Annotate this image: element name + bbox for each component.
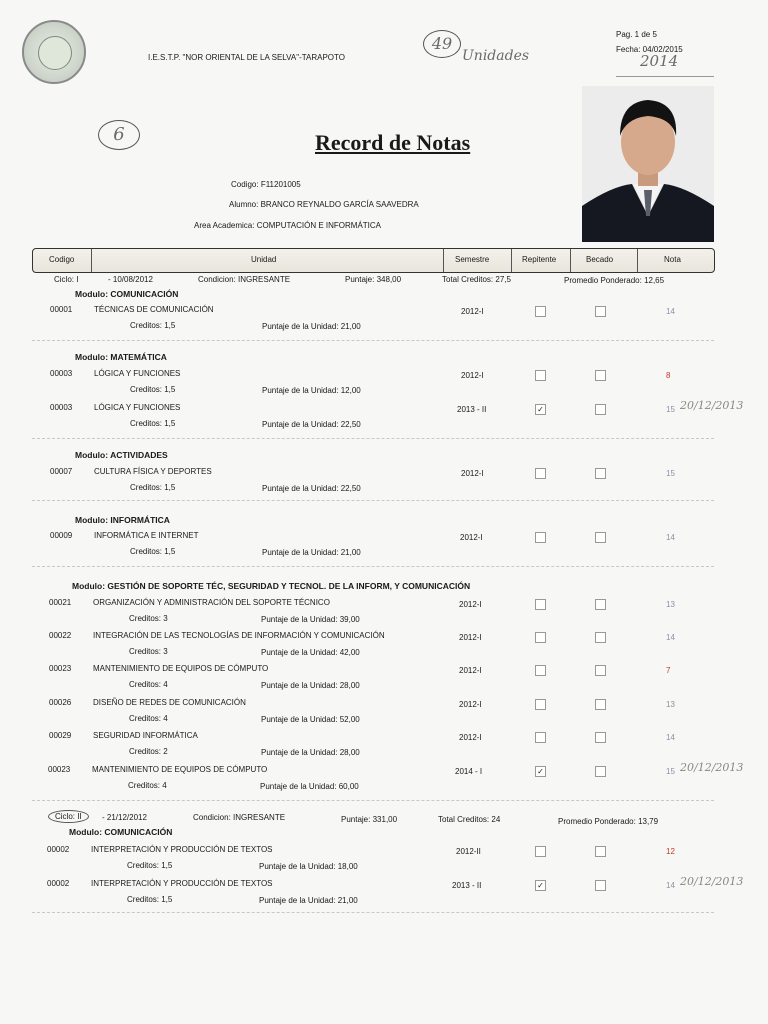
creditos: Creditos: 1,5 — [127, 895, 173, 904]
course-grade: 12 — [666, 847, 675, 856]
becado-checkbox — [595, 468, 606, 479]
modulo-heading: Modulo: ACTIVIDADES — [75, 450, 168, 460]
repitente-checkbox: ✓ — [535, 880, 546, 891]
repitente-checkbox — [535, 306, 546, 317]
table-header — [32, 248, 715, 273]
repitente-checkbox — [535, 370, 546, 381]
creditos: Creditos: 1,5 — [130, 547, 176, 556]
creditos: Creditos: 3 — [129, 647, 168, 656]
page-number: Pag. 1 de 5 — [616, 30, 657, 39]
divider — [32, 340, 714, 341]
course-grade: 14 — [666, 307, 675, 316]
handwritten-circled-number: 49 — [423, 30, 461, 58]
divider — [32, 800, 714, 801]
modulo-heading: Modulo: COMUNICACIÓN — [69, 827, 173, 837]
course-name: LÓGICA Y FUNCIONES — [94, 369, 181, 378]
becado-checkbox — [595, 732, 606, 743]
course-name: INTEGRACIÓN DE LAS TECNOLOGÍAS DE INFORMACIÓN Y COMUNICACIÓN — [93, 631, 385, 640]
course-semester: 2013 - II — [452, 881, 482, 890]
creditos: Creditos: 4 — [129, 680, 168, 689]
puntaje-unidad: Puntaje de la Unidad: 60,00 — [260, 782, 359, 791]
repitente-checkbox: ✓ — [535, 766, 546, 777]
puntaje-unidad: Puntaje de la Unidad: 22,50 — [262, 420, 361, 429]
repitente-checkbox — [535, 532, 546, 543]
course-code: 00002 — [47, 879, 70, 888]
print-date: Fecha: 04/02/2015 — [616, 45, 683, 54]
modulo-heading: Modulo: COMUNICACIÓN — [75, 289, 179, 299]
ciclo-puntaje: Puntaje: 331,00 — [341, 815, 398, 824]
puntaje-unidad: Puntaje de la Unidad: 21,00 — [259, 896, 358, 905]
area-label: Area Academica: — [194, 221, 255, 230]
seal-emblem-icon — [38, 36, 72, 70]
header-divider — [616, 76, 714, 77]
divider — [32, 500, 714, 501]
course-grade: 15 — [666, 405, 675, 414]
repitente-checkbox: ✓ — [535, 404, 546, 415]
course-semester: 2014 - I — [455, 767, 483, 776]
modulo-heading: Modulo: INFORMÁTICA — [75, 515, 170, 525]
divider — [32, 438, 714, 439]
becado-checkbox — [595, 532, 606, 543]
course-grade: 7 — [666, 666, 671, 675]
becado-checkbox — [595, 632, 606, 643]
col-unidad: Unidad — [251, 255, 277, 264]
alumno-row — [229, 200, 419, 209]
handwritten-note: Unidades — [462, 48, 530, 64]
course-name: LÓGICA Y FUNCIONES — [94, 403, 181, 412]
course-semester: 2013 - II — [457, 405, 487, 414]
institution-name: I.E.S.T.P. "NOR ORIENTAL DE LA SELVA"-TARAPOTO — [148, 53, 345, 62]
course-code: 00022 — [49, 631, 72, 640]
course-code: 00023 — [48, 765, 71, 774]
col-nota: Nota — [664, 255, 681, 264]
course-semester: 2012-II — [456, 847, 481, 856]
course-name: DISEÑO DE REDES DE COMUNICACIÓN — [93, 698, 246, 707]
puntaje-unidad: Puntaje de la Unidad: 21,00 — [262, 548, 361, 557]
ciclo-promedio: Promedio Ponderado: 12,65 — [564, 276, 665, 285]
creditos: Creditos: 1,5 — [130, 321, 176, 330]
creditos: Creditos: 1,5 — [130, 385, 176, 394]
col-becado: Becado — [586, 255, 614, 264]
creditos: Creditos: 1,5 — [127, 861, 173, 870]
course-semester: 2012-I — [459, 666, 482, 675]
course-code: 00007 — [50, 467, 73, 476]
area-row — [194, 221, 381, 230]
course-grade: 15 — [666, 767, 675, 776]
modulo-heading: Modulo: MATEMÁTICA — [75, 352, 167, 362]
puntaje-unidad: Puntaje de la Unidad: 28,00 — [261, 681, 360, 690]
puntaje-unidad: Puntaje de la Unidad: 39,00 — [261, 615, 360, 624]
course-code: 00009 — [50, 531, 73, 540]
puntaje-unidad: Puntaje de la Unidad: 22,50 — [262, 484, 361, 493]
course-semester: 2012-I — [459, 600, 482, 609]
course-grade: 13 — [666, 600, 675, 609]
repitente-checkbox — [535, 846, 546, 857]
course-code: 00026 — [49, 698, 72, 707]
course-code: 00003 — [50, 403, 73, 412]
ciclo-label: Ciclo: I — [54, 275, 79, 284]
repitente-checkbox — [535, 632, 546, 643]
ciclo-condicion: Condicion: INGRESANTE — [198, 275, 291, 284]
handwritten-date: 20/12/2013 — [680, 399, 744, 412]
course-code: 00002 — [47, 845, 70, 854]
creditos: Creditos: 3 — [129, 614, 168, 623]
course-code: 00023 — [49, 664, 72, 673]
course-name: INTERPRETACIÓN Y PRODUCCIÓN DE TEXTOS — [91, 845, 273, 854]
creditos: Creditos: 2 — [129, 747, 168, 756]
course-semester: 2012-I — [461, 371, 484, 380]
course-code: 00003 — [50, 369, 73, 378]
course-name: CULTURA FÍSICA Y DEPORTES — [94, 467, 212, 476]
handwritten-circled-digit: 6 — [98, 120, 140, 150]
course-name: INTERPRETACIÓN Y PRODUCCIÓN DE TEXTOS — [91, 879, 273, 888]
codigo-label: Codigo: — [231, 180, 259, 189]
course-semester: 2012-I — [459, 633, 482, 642]
course-name: ORGANIZACIÓN Y ADMINISTRACIÓN DEL SOPORTE TÉCNICO — [93, 598, 330, 607]
course-grade: 14 — [666, 733, 675, 742]
course-grade: 14 — [666, 881, 675, 890]
alumno-label: Alumno: — [229, 200, 259, 209]
course-name: TÉCNICAS DE COMUNICACIÓN — [94, 305, 214, 314]
becado-checkbox — [595, 880, 606, 891]
creditos: Creditos: 1,5 — [130, 419, 176, 428]
handwritten-year: 2014 — [640, 52, 679, 70]
handwritten-date: 20/12/2013 — [680, 761, 744, 774]
becado-checkbox — [595, 699, 606, 710]
codigo-value: F11201005 — [260, 180, 301, 189]
course-code: 00021 — [49, 598, 72, 607]
col-repitente: Repitente — [522, 255, 557, 264]
puntaje-unidad: Puntaje de la Unidad: 52,00 — [261, 715, 360, 724]
institution-seal — [22, 20, 86, 84]
area-value: COMPUTACIÓN E INFORMÁTICA — [256, 221, 382, 230]
course-grade: 14 — [666, 633, 675, 642]
course-name: MANTENIMIENTO DE EQUIPOS DE CÓMPUTO — [93, 664, 269, 673]
course-grade: 8 — [666, 371, 671, 380]
codigo-row — [231, 180, 301, 189]
handwritten-date: 20/12/2013 — [680, 875, 744, 888]
document-title: Record de Notas — [315, 130, 471, 155]
puntaje-unidad: Puntaje de la Unidad: 42,00 — [261, 648, 360, 657]
ciclo-date: - 10/08/2012 — [108, 275, 153, 284]
ciclo-total-creditos: Total Creditos: 27,5 — [442, 275, 511, 284]
ciclo-condicion: Condicion: INGRESANTE — [193, 813, 286, 822]
col-semestre: Semestre — [455, 255, 490, 264]
modulo-heading: Modulo: GESTIÓN DE SOPORTE TÉC, SEGURIDAD Y TECNOL. DE LA INFORM, Y COMUNICACIÓN — [72, 581, 471, 591]
repitente-checkbox — [535, 665, 546, 676]
ciclo-label: Ciclo: II — [48, 810, 89, 823]
col-codigo: Codigo — [49, 255, 75, 264]
creditos: Creditos: 1,5 — [130, 483, 176, 492]
ciclo-date: - 21/12/2012 — [102, 813, 147, 822]
creditos: Creditos: 4 — [129, 714, 168, 723]
repitente-checkbox — [535, 732, 546, 743]
becado-checkbox — [595, 766, 606, 777]
becado-checkbox — [595, 846, 606, 857]
becado-checkbox — [595, 404, 606, 415]
repitente-checkbox — [535, 599, 546, 610]
puntaje-unidad: Puntaje de la Unidad: 18,00 — [259, 862, 358, 871]
creditos: Creditos: 4 — [128, 781, 167, 790]
course-semester: 2012-I — [460, 533, 483, 542]
course-name: MANTENIMIENTO DE EQUIPOS DE CÓMPUTO — [92, 765, 268, 774]
ciclo-total-creditos: Total Creditos: 24 — [438, 815, 501, 824]
course-grade: 15 — [666, 469, 675, 478]
ciclo-promedio: Promedio Ponderado: 13,79 — [558, 817, 659, 826]
divider — [32, 566, 714, 567]
course-semester: 2012-I — [459, 733, 482, 742]
course-grade: 13 — [666, 700, 675, 709]
puntaje-unidad: Puntaje de la Unidad: 28,00 — [261, 748, 360, 757]
becado-checkbox — [595, 370, 606, 381]
ciclo-puntaje: Puntaje: 348,00 — [345, 275, 402, 284]
repitente-checkbox — [535, 699, 546, 710]
course-name: SEGURIDAD INFORMÁTICA — [93, 731, 198, 740]
becado-checkbox — [595, 599, 606, 610]
puntaje-unidad: Puntaje de la Unidad: 21,00 — [262, 322, 361, 331]
course-code: 00001 — [50, 305, 73, 314]
puntaje-unidad: Puntaje de la Unidad: 12,00 — [262, 386, 361, 395]
course-semester: 2012-I — [461, 469, 484, 478]
becado-checkbox — [595, 665, 606, 676]
alumno-value: BRANCO REYNALDO GARCÍA SAAVEDRA — [260, 200, 419, 209]
course-grade: 14 — [666, 533, 675, 542]
course-semester: 2012-I — [461, 307, 484, 316]
course-code: 00029 — [49, 731, 72, 740]
becado-checkbox — [595, 306, 606, 317]
repitente-checkbox — [535, 468, 546, 479]
divider — [32, 912, 714, 913]
course-name: INFORMÁTICA E INTERNET — [94, 531, 199, 540]
student-photo — [582, 86, 714, 242]
course-semester: 2012-I — [459, 700, 482, 709]
